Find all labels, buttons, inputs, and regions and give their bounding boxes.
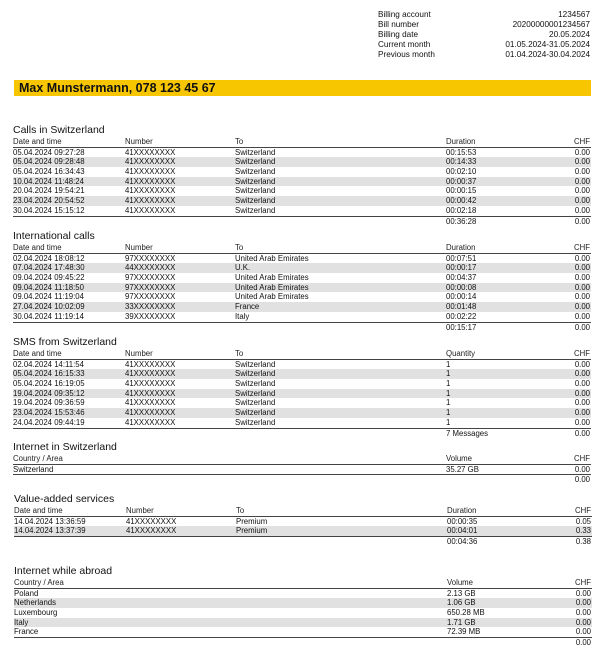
amount-cell: 00:01:48 (446, 302, 477, 312)
to-cell: U.K. (235, 263, 251, 273)
amount-cell: 1 (446, 359, 451, 369)
table-row (13, 167, 591, 177)
chf-cell: CHF (574, 578, 591, 587)
number-cell: 41XXXXXXXX (125, 196, 176, 206)
date-cell: 09.04.2024 11:19:04 (13, 292, 84, 302)
number-cell: Number (125, 349, 153, 358)
to-cell: Switzerland (235, 417, 276, 427)
amount-cell: 00:00:17 (446, 263, 477, 273)
date-cell: Date and time (13, 243, 62, 252)
amount-cell: 00:02:22 (446, 311, 477, 321)
amount-cell: 00:00:42 (446, 196, 477, 206)
section-calls-in-switzerland (13, 123, 591, 226)
date-cell: 07.04.2024 17:48:30 (13, 263, 85, 273)
to-cell: To (235, 137, 244, 146)
date-cell: 09.04.2024 09:45:22 (13, 273, 85, 283)
chf-cell: 0.00 (574, 379, 590, 389)
amount-cell: 00:02:18 (446, 205, 477, 215)
chf-cell: 0.00 (574, 253, 590, 263)
number-cell: Number (125, 137, 153, 146)
billing-label: Billing date (378, 30, 419, 39)
to-cell: Switzerland (235, 167, 276, 177)
billing-row (378, 20, 590, 30)
number-cell: Number (125, 243, 153, 252)
table-row (13, 273, 591, 283)
number-cell: 44XXXXXXXX (125, 263, 176, 273)
date-cell: 19.04.2024 09:36:59 (13, 398, 85, 408)
amount-cell: 00:04:36 (447, 537, 478, 547)
date-cell: 24.04.2024 09:44:19 (13, 417, 85, 427)
table-header (13, 243, 591, 254)
chf-cell: 0.00 (574, 216, 590, 226)
table-row (13, 360, 591, 370)
table-row (13, 196, 591, 206)
chf-cell: 0.00 (575, 627, 591, 637)
table-row (13, 418, 591, 429)
table-row (13, 157, 591, 167)
table-row (14, 526, 592, 537)
number-cell: 41XXXXXXXX (125, 359, 176, 369)
billing-value: 20200000001234567 (512, 20, 590, 29)
amount-cell: 00:04:37 (446, 273, 477, 283)
section-title: Internet while abroad (14, 565, 113, 577)
table-row (13, 254, 591, 264)
billing-label: Billing account (378, 10, 431, 19)
number-cell: 41XXXXXXXX (125, 157, 176, 167)
table-header (13, 349, 591, 360)
date-cell: Poland (14, 588, 39, 598)
chf-cell: CHF (573, 137, 590, 146)
table-row (13, 292, 591, 302)
number-cell: 41XXXXXXXX (125, 205, 176, 215)
chf-cell: 0.00 (574, 205, 590, 215)
table-row (13, 408, 591, 418)
date-cell: Luxembourg (14, 608, 58, 618)
section-title: International calls (13, 230, 95, 242)
number-cell: Number (126, 506, 154, 515)
chf-cell: 0.00 (574, 408, 590, 418)
to-cell: Switzerland (235, 147, 276, 157)
amount-cell: 00:02:10 (446, 167, 477, 177)
date-cell: 02.04.2024 18:08:12 (13, 253, 85, 263)
number-cell: 33XXXXXXXX (125, 302, 176, 312)
table-row (14, 608, 592, 618)
billing-value: 1234567 (558, 10, 590, 19)
to-cell: Switzerland (235, 398, 276, 408)
date-cell: 27.04.2024 10:02:09 (13, 302, 85, 312)
total-row (13, 217, 591, 227)
to-cell: United Arab Emirates (235, 282, 309, 292)
to-cell: Switzerland (235, 359, 276, 369)
amount-cell: 2.13 GB (447, 588, 476, 598)
to-cell: Switzerland (235, 388, 276, 398)
table-row (13, 186, 591, 196)
chf-cell: 0.00 (574, 302, 590, 312)
billing-label: Previous month (378, 50, 435, 59)
to-cell: To (235, 349, 244, 358)
date-cell: 30.04.2024 15:15:12 (13, 205, 85, 215)
chf-cell: CHF (573, 243, 590, 252)
chf-cell: 0.00 (574, 398, 590, 408)
date-cell: 20.04.2024 19:54:21 (13, 186, 85, 196)
table-row (13, 369, 591, 379)
table-row (13, 283, 591, 293)
date-cell: 09.04.2024 11:18:50 (13, 282, 84, 292)
date-cell: 23.04.2024 20:54:52 (13, 196, 85, 206)
amount-cell: 00:15:53 (446, 147, 477, 157)
table-header (14, 578, 592, 589)
table-row (13, 312, 591, 323)
chf-cell: 0.00 (574, 147, 590, 157)
section-international-calls (13, 229, 591, 332)
number-cell: 39XXXXXXXX (125, 311, 176, 321)
table-header (14, 506, 592, 517)
table-row (14, 589, 592, 599)
table-row (14, 618, 592, 628)
to-cell: Switzerland (235, 196, 276, 206)
chf-cell: 0.00 (575, 608, 591, 618)
table-header (13, 137, 591, 148)
to-cell: United Arab Emirates (235, 273, 309, 283)
total-row (14, 638, 592, 648)
chf-cell: 0.00 (574, 311, 590, 321)
amount-cell: 650.28 MB (447, 608, 485, 618)
amount-cell: 1 (446, 369, 451, 379)
billing-row (378, 30, 590, 40)
date-cell: 14.04.2024 13:37:39 (14, 526, 86, 536)
chf-cell: 0.00 (574, 322, 590, 332)
table-row (13, 148, 591, 158)
amount-cell: 1 (446, 379, 451, 389)
to-cell: Italy (235, 311, 250, 321)
date-cell: 14.04.2024 13:36:59 (14, 516, 86, 526)
to-cell: United Arab Emirates (235, 253, 309, 263)
total-row (13, 323, 591, 333)
table-row (13, 206, 591, 217)
to-cell: Switzerland (235, 186, 276, 196)
amount-cell: 00:00:08 (446, 282, 477, 292)
section-sms-from-switzerland (13, 335, 591, 438)
amount-cell: 00:36:28 (446, 216, 477, 226)
billing-label: Current month (378, 40, 431, 49)
date-cell: 05.04.2024 16:15:33 (13, 369, 85, 379)
number-cell: 97XXXXXXXX (125, 253, 176, 263)
amount-cell: 00:14:33 (446, 157, 477, 167)
chf-cell: 0.00 (574, 263, 590, 273)
chf-cell: 0.00 (574, 417, 590, 427)
amount-cell: 00:04:01 (447, 526, 478, 536)
number-cell: 41XXXXXXXX (125, 167, 176, 177)
total-row (14, 537, 592, 547)
chf-cell: 0.00 (574, 388, 590, 398)
amount-cell: 1 (446, 398, 451, 408)
amount-cell: 1.06 GB (447, 598, 476, 608)
date-cell: 02.04.2024 14:11:54 (13, 359, 84, 369)
chf-cell: 0.00 (575, 617, 591, 627)
date-cell: 05.04.2024 09:27:28 (13, 147, 85, 157)
date-cell: Date and time (13, 137, 62, 146)
date-cell: Country / Area (13, 454, 63, 463)
billing-row (378, 10, 590, 20)
number-cell: 97XXXXXXXX (125, 292, 176, 302)
number-cell: 41XXXXXXXX (125, 379, 176, 389)
table-row (13, 398, 591, 408)
amount-cell: Duration (446, 137, 476, 146)
chf-cell: 0.00 (575, 638, 591, 648)
to-cell: Switzerland (235, 205, 276, 215)
number-cell: 41XXXXXXXX (125, 388, 176, 398)
number-cell: 97XXXXXXXX (125, 282, 176, 292)
date-cell: Date and time (13, 349, 62, 358)
amount-cell: 00:00:15 (446, 186, 477, 196)
number-cell: 41XXXXXXXX (126, 526, 177, 536)
billing-value: 01.04.2024-30.04.2024 (505, 50, 590, 59)
chf-cell: 0.00 (574, 475, 590, 485)
number-cell: 41XXXXXXXX (125, 369, 176, 379)
to-cell: Premium (236, 526, 268, 536)
to-cell: Switzerland (235, 157, 276, 167)
amount-cell: Volume (446, 454, 473, 463)
to-cell: Switzerland (235, 408, 276, 418)
table-row (13, 177, 591, 187)
date-cell: 10.04.2024 11:48:24 (13, 176, 84, 186)
amount-cell: 35.27 GB (446, 464, 479, 474)
table-row (13, 389, 591, 399)
number-cell: 41XXXXXXXX (125, 147, 176, 157)
section-title: SMS from Switzerland (13, 336, 117, 348)
number-cell: 41XXXXXXXX (125, 408, 176, 418)
date-cell: 05.04.2024 16:19:05 (13, 379, 85, 389)
amount-cell: 1 (446, 408, 451, 418)
chf-cell: 0.33 (575, 526, 591, 536)
amount-cell: 1 (446, 417, 451, 427)
total-row (13, 475, 591, 485)
billing-value: 20.05.2024 (549, 30, 590, 39)
to-cell: To (236, 506, 245, 515)
table-row (13, 302, 591, 312)
date-cell: 23.04.2024 15:53:46 (13, 408, 85, 418)
number-cell: 41XXXXXXXX (125, 398, 176, 408)
amount-cell: Quantity (446, 349, 476, 358)
billing-row (378, 50, 590, 60)
billing-value: 01.05.2024-31.05.2024 (505, 40, 590, 49)
chf-cell: 0.00 (574, 464, 590, 474)
amount-cell: Duration (447, 506, 477, 515)
chf-cell: 0.00 (574, 359, 590, 369)
total-row (13, 429, 591, 439)
to-cell: Switzerland (235, 369, 276, 379)
to-cell: Switzerland (235, 176, 276, 186)
date-cell: 05.04.2024 09:28:48 (13, 157, 85, 167)
date-cell: 05.04.2024 16:34:43 (13, 167, 85, 177)
amount-cell: 00:00:37 (446, 176, 477, 186)
section-value-added-services (14, 492, 592, 547)
chf-cell: CHF (573, 454, 590, 463)
amount-cell: Volume (447, 578, 474, 587)
number-cell: 41XXXXXXXX (125, 417, 176, 427)
date-cell: 19.04.2024 09:35:12 (13, 388, 85, 398)
number-cell: 41XXXXXXXX (125, 176, 176, 186)
chf-cell: 0.00 (575, 598, 591, 608)
table-row (13, 465, 591, 476)
billing-info (378, 10, 590, 60)
chf-cell: CHF (573, 349, 590, 358)
section-title: Internet in Switzerland (13, 441, 117, 453)
table-row (13, 379, 591, 389)
amount-cell: 00:07:51 (446, 253, 477, 263)
chf-cell: 0.38 (575, 537, 591, 547)
amount-cell: 1 (446, 388, 451, 398)
section-internet-in-switzerland (13, 440, 591, 485)
table-row (13, 263, 591, 273)
number-cell: 41XXXXXXXX (125, 186, 176, 196)
chf-cell: 0.00 (574, 157, 590, 167)
amount-cell: Duration (446, 243, 476, 252)
date-cell: France (14, 627, 39, 637)
amount-cell: 00:00:14 (446, 292, 477, 302)
chf-cell: 0.00 (574, 273, 590, 283)
chf-cell: 0.00 (574, 428, 590, 438)
to-cell: Premium (236, 516, 268, 526)
amount-cell: 1.71 GB (447, 617, 476, 627)
table-row (14, 598, 592, 608)
chf-cell: 0.05 (575, 516, 591, 526)
chf-cell: 0.00 (574, 167, 590, 177)
amount-cell: 00:15:17 (446, 322, 477, 332)
date-cell: Italy (14, 617, 29, 627)
amount-cell: 7 Messages (446, 428, 489, 438)
section-internet-while-abroad (14, 564, 592, 648)
chf-cell: 0.00 (574, 176, 590, 186)
date-cell: Netherlands (14, 598, 57, 608)
date-cell: Date and time (14, 506, 63, 515)
to-cell: France (235, 302, 260, 312)
chf-cell: 0.00 (575, 588, 591, 598)
customer-banner: Max Munstermann, 078 123 45 67 (14, 80, 591, 96)
to-cell: Switzerland (235, 379, 276, 389)
chf-cell: 0.00 (574, 186, 590, 196)
table-header (13, 454, 591, 465)
billing-row (378, 40, 590, 50)
chf-cell: 0.00 (574, 292, 590, 302)
table-row (14, 627, 592, 638)
chf-cell: 0.00 (574, 282, 590, 292)
section-title: Calls in Switzerland (13, 124, 105, 136)
chf-cell: 0.00 (574, 369, 590, 379)
date-cell: Country / Area (14, 578, 64, 587)
billing-label: Bill number (378, 20, 419, 29)
section-title: Value-added services (14, 493, 115, 505)
to-cell: United Arab Emirates (235, 292, 309, 302)
amount-cell: 00:00:35 (447, 516, 478, 526)
date-cell: 30.04.2024 11:19:14 (13, 311, 84, 321)
amount-cell: 72.39 MB (447, 627, 481, 637)
table-row (14, 517, 592, 527)
number-cell: 41XXXXXXXX (126, 516, 177, 526)
date-cell: Switzerland (13, 464, 54, 474)
to-cell: To (235, 243, 244, 252)
number-cell: 97XXXXXXXX (125, 273, 176, 283)
chf-cell: CHF (574, 506, 591, 515)
chf-cell: 0.00 (574, 196, 590, 206)
